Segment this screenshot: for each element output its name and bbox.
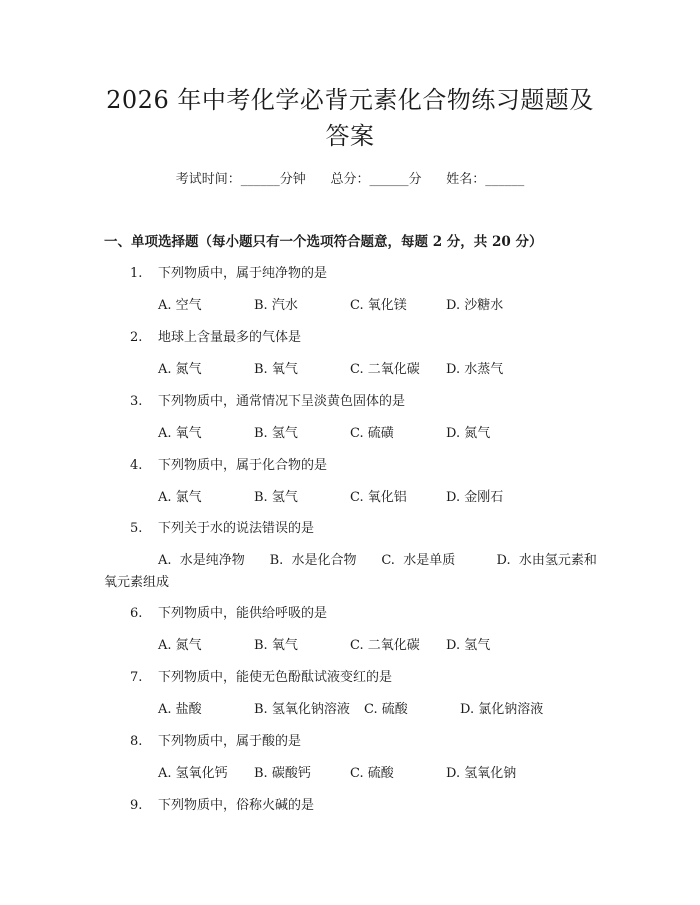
question-text: 下列物质中，属于化合物的是 [158,458,328,473]
option-c: C. 氧化镁 [350,298,407,313]
option-c: C. 硫磺 [350,426,394,441]
option-c: C. 硫酸 [350,766,394,781]
option-b: B. 汽水 [254,298,298,313]
option-b: B. 氢气 [254,490,298,505]
question-text: 下列物质中，能供给呼吸的是 [158,606,328,621]
question-text: 地球上含量最多的气体是 [158,330,302,345]
question-number: 3. [130,394,143,409]
option-a: A. 盐酸 [158,702,202,717]
option-a: A. 氮气 [158,638,202,653]
question-number: 2. [130,330,143,345]
question-number: 4. [130,458,143,473]
question-text: 下列物质中，能使无色酚酞试液变红的是 [158,670,393,685]
question-1 [130,262,327,281]
option-a: A. 氢氧化钙 [158,766,228,781]
question-6 [130,602,327,621]
question-number: 7. [130,670,143,685]
question-text: 下列物质中，属于纯净物的是 [158,266,328,281]
question-number: 5. [130,521,143,536]
question-8 [130,730,301,749]
exam-info-line: 考试时间：______分钟 总分：______分 姓名：______ [175,172,525,187]
question-5-options-line-1: A. 水是纯净物 B. 水是化合物 C. 水是单质 D. 水由氢元素和 [158,553,597,568]
option-a: A. 氯气 [158,490,202,505]
option-a: A. 氧气 [158,426,202,441]
option-c: C. 硫酸 [364,702,408,717]
option-b: B. 氢氧化钠溶液 [254,702,350,717]
option-b: B. 碳酸钙 [254,766,311,781]
option-d: D. 氢气 [446,638,491,653]
option-b: B. 氧气 [254,362,298,377]
question-5-options-line-2: 氧元素组成 [104,575,170,590]
title-line-2: 答案 [325,122,375,150]
question-number: 9. [130,798,143,813]
section-title: 一、单项选择题（每小题只有一个选项符合题意，每题 2 分，共 20 分） [104,234,543,250]
option-c: C. 二氧化碳 [350,638,420,653]
question-number: 6. [130,606,143,621]
option-d: D. 沙糖水 [446,298,504,313]
option-b: B. 氢气 [254,426,298,441]
option-d: D. 氯化钠溶液 [460,702,544,717]
question-number: 8. [130,734,143,749]
option-a: A. 空气 [158,298,202,313]
option-d: D. 金刚石 [446,490,504,505]
question-9 [130,794,314,813]
question-text: 下列关于水的说法错误的是 [158,521,315,536]
option-c: C. 二氧化碳 [350,362,420,377]
question-3 [130,390,405,409]
option-c: C. 氧化铝 [350,490,407,505]
question-text: 下列物质中，属于酸的是 [158,734,302,749]
question-text: 下列物质中，通常情况下呈淡黄色固体的是 [158,394,406,409]
option-d: D. 氢氧化钠 [446,766,517,781]
question-text: 下列物质中，俗称火碱的是 [158,798,315,813]
option-d: D. 水蒸气 [446,362,504,377]
question-5 [130,517,314,536]
option-d: D. 氮气 [446,426,491,441]
title-line-1: 2026 年中考化学必背元素化合物练习题题及 [106,86,594,114]
question-4 [130,454,327,473]
document-title [60,82,640,154]
question-7 [130,666,392,685]
option-b: B. 氧气 [254,638,298,653]
question-2 [130,326,301,345]
option-a: A. 氮气 [158,362,202,377]
question-number: 1. [130,266,143,281]
